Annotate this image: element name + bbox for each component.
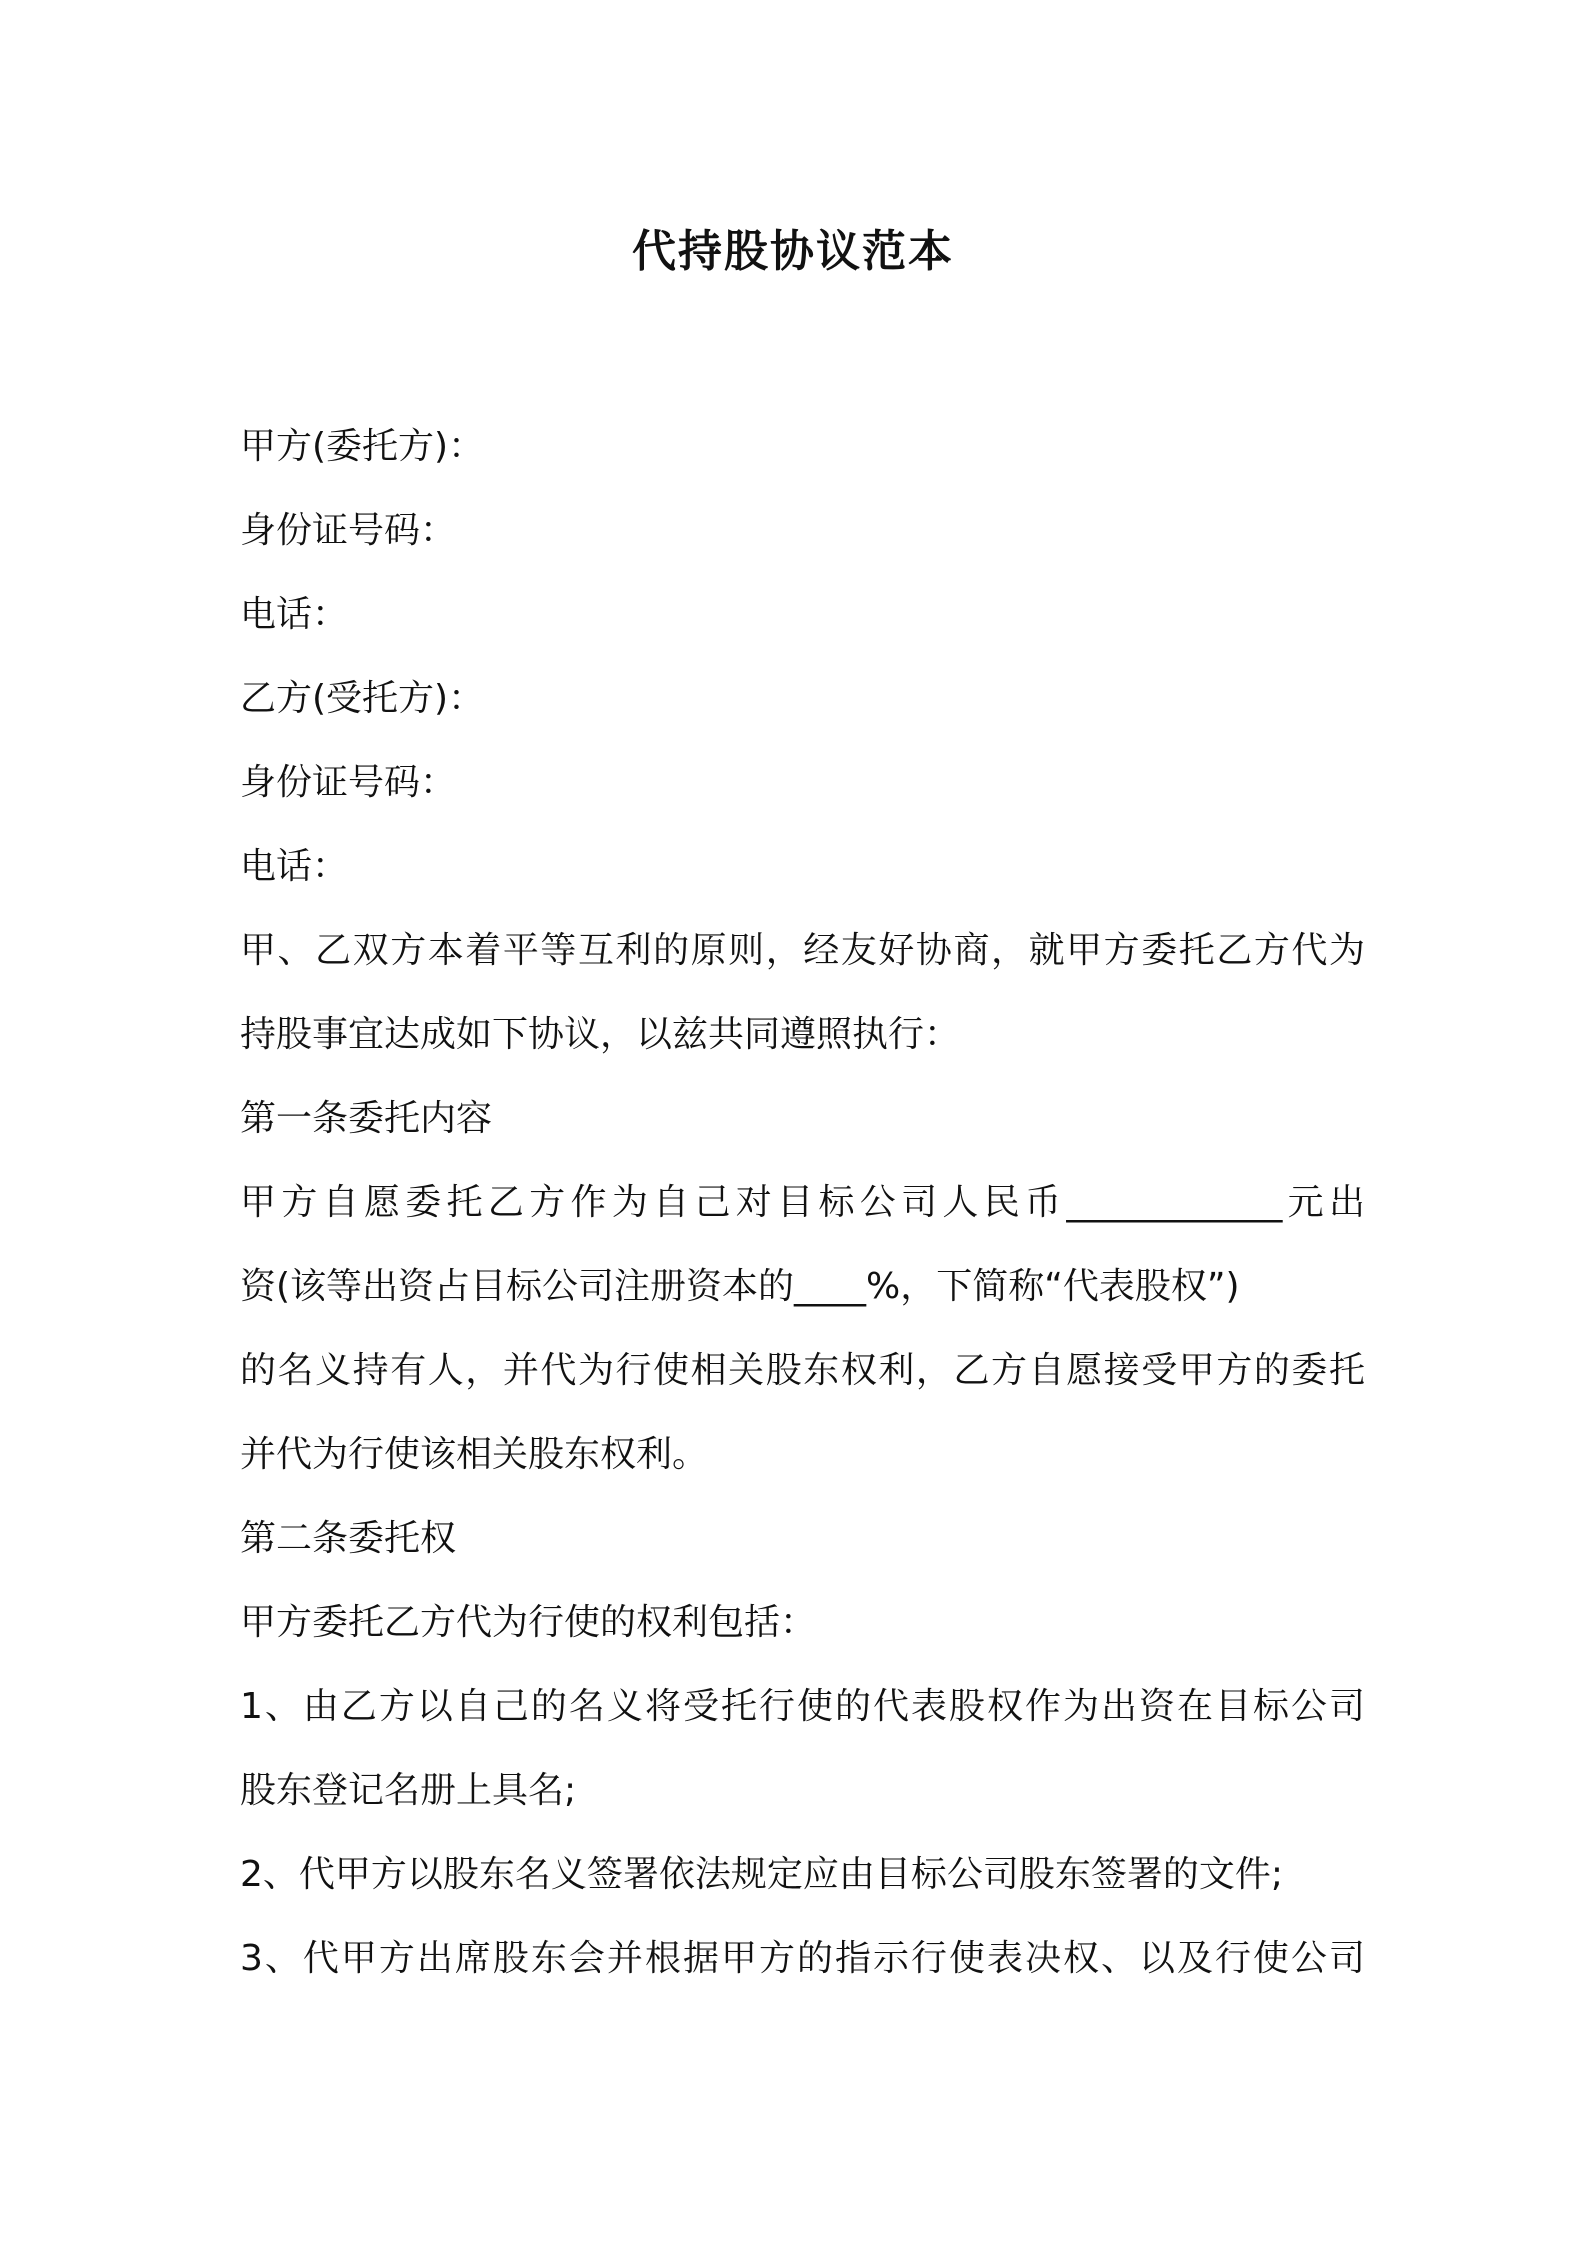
article-2-line: 甲方委托乙方代为行使的权利包括： [240,1602,817,1643]
preamble-line: 持股事宜达成如下协议，以兹共同遵照执行： [240,1014,961,1055]
document-title: 代持股协议范本 [632,226,954,277]
article-1-line: 甲方自愿委托乙方作为自己对目标公司人民币____________元出 [240,1182,1365,1223]
party-b-id-label: 身份证号码： [240,762,457,803]
article-1-line: 并代为行使该相关股东权利。 [240,1434,709,1475]
article-1-line: 资(该等出资占目标公司注册资本的____%，下简称“代表股权”) [240,1266,1240,1307]
document-body [240,405,1365,2001]
party-a-id-label: 身份证号码： [240,510,457,551]
article-2-item: 3、代甲方出席股东会并根据甲方的指示行使表决权、以及行使公司 [240,1938,1365,1979]
article-1-heading: 第一条委托内容 [240,1098,493,1139]
article-2-item: 2、代甲方以股东名义签署依法规定应由目标公司股东签署的文件; [240,1854,1284,1895]
party-b-phone-label: 电话： [240,846,349,887]
party-a-phone-label: 电话： [240,594,349,635]
article-2-item: 1、由乙方以自己的名义将受托行使的代表股权作为出资在目标公司 [240,1686,1365,1727]
article-2-item: 股东登记名册上具名; [240,1770,577,1811]
article-1-line: 的名义持有人，并代为行使相关股东权利，乙方自愿接受甲方的委托 [240,1350,1365,1391]
party-b-label: 乙方(受托方)： [240,678,485,719]
preamble-line: 甲、乙双方本着平等互利的原则，经友好协商，就甲方委托乙方代为 [240,930,1365,971]
article-2-heading: 第二条委托权 [240,1518,457,1559]
party-a-label: 甲方(委托方)： [240,426,485,467]
